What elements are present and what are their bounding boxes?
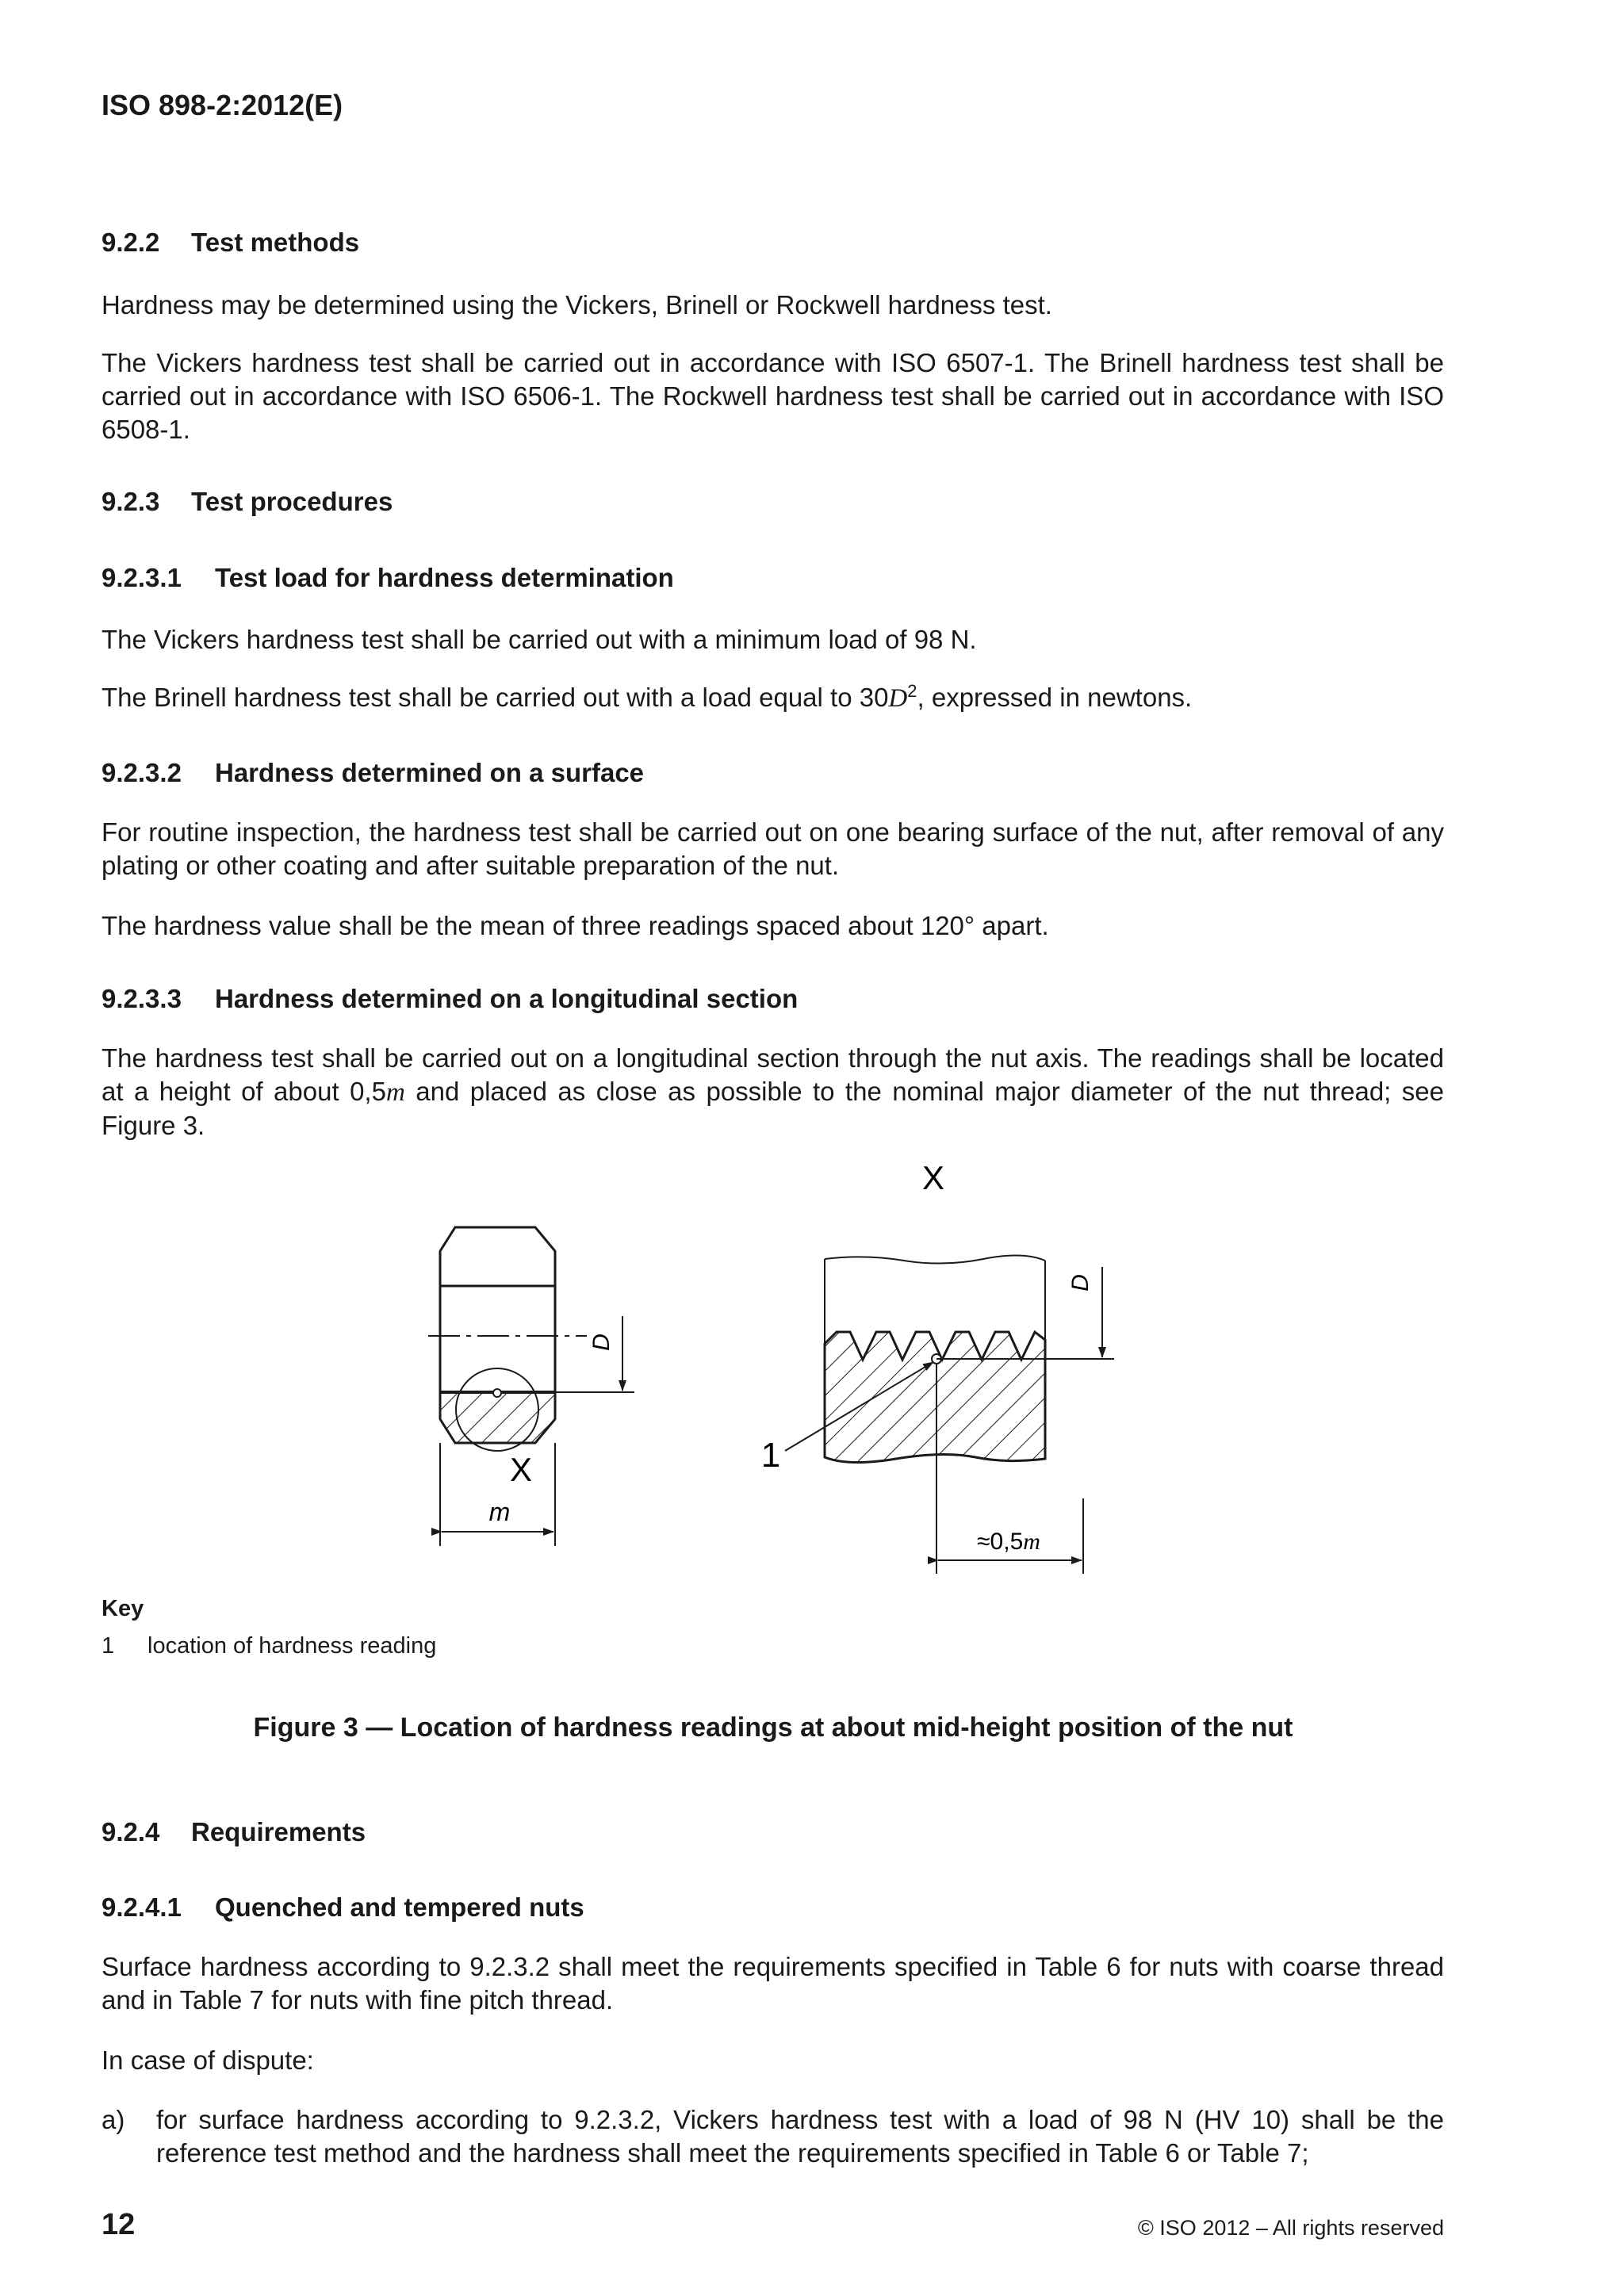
key-item-text: location of hardness reading <box>147 1633 437 1659</box>
paragraph-brinell-load <box>102 681 1444 715</box>
label-half-m-var: m <box>1023 1529 1040 1555</box>
paragraph: The Vickers hardness test shall be carried out with a minimum load of 98 N. <box>102 625 977 654</box>
list-item-text: for surface hardness according to 9.2.3.2, Vickers hardness test with a load of 98 N (HV 10) shall be the reference test method and the hardness shall meet the requirements specified in Table 6 or Table 7; <box>156 2105 1444 2168</box>
paragraph: In case of dispute: <box>102 2045 314 2075</box>
figure-caption: Figure 3 — Location of hardness readings at about mid-height position of the nut <box>253 1712 1293 1743</box>
text-run: The hardness test shall be carried out on a longitudinal section through the nut axis. The readings shall be located at a height of about 0,5 <box>102 1043 1444 1106</box>
section-heading-9-2-3-3 <box>102 984 798 1014</box>
copyright-notice: © ISO 2012 – All rights reserved <box>1137 2216 1444 2240</box>
text-run: The Brinell hardness test shall be carried out with a load equal to 30 <box>102 683 889 712</box>
list-item-label: a) <box>102 2105 125 2134</box>
document-header-id: ISO 898-2:2012(E) <box>102 89 343 121</box>
label-m: m <box>488 1498 511 1526</box>
list-item-a <box>102 2103 1444 2170</box>
section-title: Test load for hardness determination <box>215 563 674 592</box>
section-title: Test methods <box>191 228 360 257</box>
section-number: 9.2.4.1 <box>102 1892 182 1922</box>
label-d-left: D <box>588 1334 615 1351</box>
paragraph: Hardness may be determined using the Vickers, Brinell or Rockwell hardness test. <box>102 290 1052 320</box>
section-title: Hardness determined on a surface <box>215 758 645 787</box>
upper-break-line <box>825 1255 1045 1263</box>
section-number: 9.2.2 <box>102 228 160 257</box>
section-heading-9-2-4 <box>102 1817 366 1847</box>
section-heading-9-2-2 <box>102 228 359 258</box>
key-title: Key <box>102 1596 144 1621</box>
label-1: 1 <box>760 1436 781 1475</box>
section-number: 9.2.3.3 <box>102 984 182 1013</box>
thread-hatched-section <box>825 1332 1045 1463</box>
section-number: 9.2.3.1 <box>102 563 182 592</box>
text-run: , expressed in newtons. <box>917 683 1193 712</box>
page-number: 12 <box>102 2208 136 2241</box>
section-title: Hardness determined on a longitudinal section <box>215 984 799 1013</box>
nut-side-view <box>428 1227 587 1451</box>
paragraph: The hardness value shall be the mean of three readings spaced about 120° apart. <box>102 911 1049 940</box>
paragraph-longitudinal-section <box>102 1042 1444 1142</box>
label-d-right: D <box>1067 1274 1094 1292</box>
section-heading-9-2-3 <box>102 487 393 517</box>
section-heading-9-2-3-2 <box>102 758 644 788</box>
section-number: 9.2.3.2 <box>102 758 182 787</box>
paragraph: For routine inspection, the hardness test shall be carried out on one bearing surface of the nut, after removal of any plating or other coating and after suitable preparation of the nut. <box>102 817 1444 880</box>
label-half-m <box>977 1529 1040 1555</box>
variable-m: m <box>385 1078 405 1107</box>
key-item-number: 1 <box>102 1633 115 1659</box>
section-number: 9.2.3 <box>102 487 160 516</box>
variable-d: D <box>888 684 908 713</box>
section-title: Requirements <box>191 1817 366 1846</box>
figure-3-drawing <box>0 1142 1624 1586</box>
exponent: 2 <box>907 681 917 701</box>
key-item <box>102 1633 436 1659</box>
section-title: Quenched and tempered nuts <box>215 1892 584 1922</box>
label-x-right: X <box>921 1159 945 1196</box>
section-heading-9-2-4-1 <box>102 1892 584 1923</box>
nut-chamfer-top <box>440 1227 555 1286</box>
section-heading-9-2-3-1 <box>102 563 674 593</box>
paragraph: The Vickers hardness test shall be carried out in accordance with ISO 6507-1. The Brinell hardness test shall be carried out in accordance with ISO 6506-1. The Rockwell hardness test shall be carried out in accordance with ISO 6508-1. <box>102 348 1444 444</box>
label-half-m-prefix: ≈0,5 <box>977 1529 1024 1555</box>
section-title: Test procedures <box>191 487 393 516</box>
section-number: 9.2.4 <box>102 1817 160 1846</box>
reading-point <box>493 1389 501 1397</box>
label-x-left: X <box>509 1451 533 1488</box>
text-run: and placed as close as possible to the nominal major diameter of the nut thread; see Figure 3. <box>102 1077 1444 1140</box>
paragraph: Surface hardness according to 9.2.3.2 shall meet the requirements specified in Table 6 for nuts with coarse thread and in Table 7 for nuts with fine pitch thread. <box>102 1952 1444 2015</box>
